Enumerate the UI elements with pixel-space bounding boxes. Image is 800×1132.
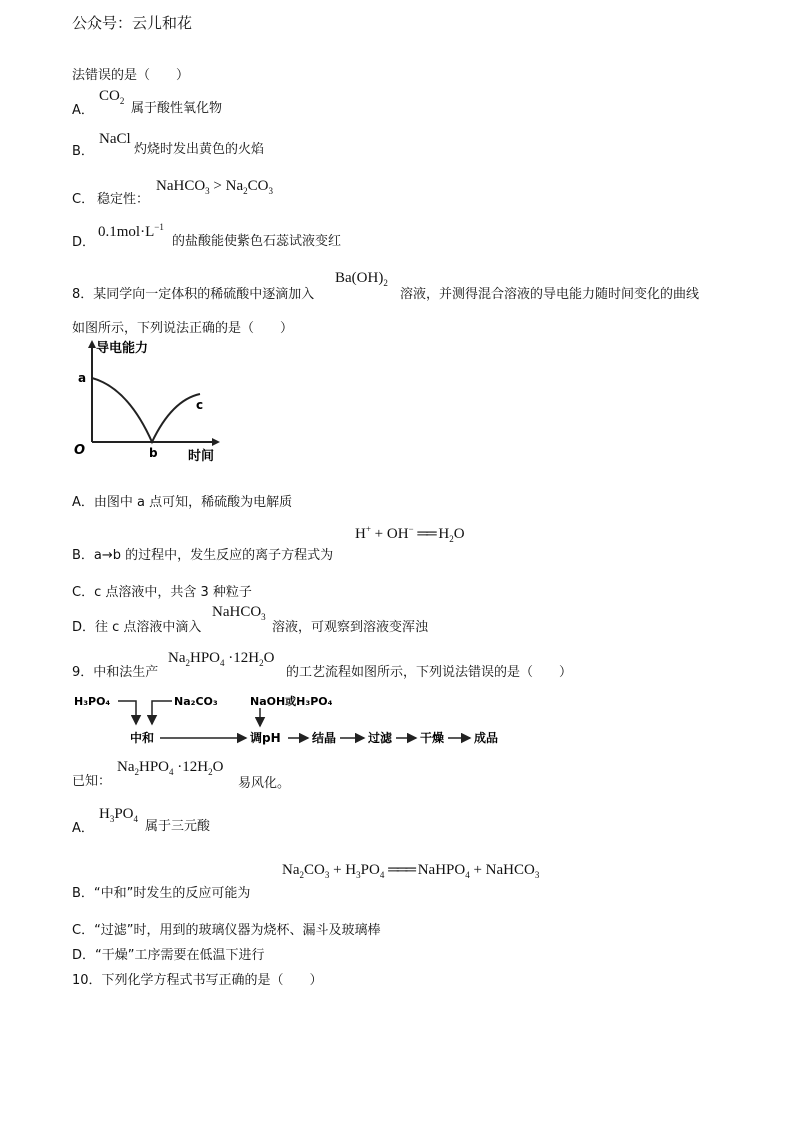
q7-option-d-formula: $0.1mol\cdot L^{-1}$ <box>98 222 164 240</box>
q9-reaction-equation: $Na_2CO_3 + H_3PO_4$ ═══ NaHPO$_4$ + NaHCO$_3$ <box>282 862 540 880</box>
q7-option-d-label: D． <box>72 235 96 250</box>
q9-option-a-formula: $H_3PO_4$ <box>99 806 139 824</box>
conductivity-chart <box>70 338 240 464</box>
q8-option-b: B．a→b 的过程中，发生反应的离子方程式为 <box>72 548 334 563</box>
q7-option-b-label: B． <box>72 144 94 159</box>
q7-option-a-label: A． <box>72 103 94 118</box>
q9-known-a: 已知： <box>72 774 112 789</box>
x-axis-label: 时间 <box>188 449 215 464</box>
q9-option-a-label: A． <box>72 821 94 836</box>
q7-option-b-text: 灼烧时发出黄色的火焰 <box>134 142 265 157</box>
q9-option-b: B．“中和”时发生的反应可能为 <box>72 886 251 901</box>
q9-option-c: C．“过滤”时，用到的玻璃仪器为烧杯、漏斗及玻璃棒 <box>72 923 381 938</box>
q8-option-a: A．由图中 a 点可知，稀硫酸为电解质 <box>72 495 293 510</box>
conductivity-curve <box>92 378 200 442</box>
flow-step-dry: 干燥 <box>420 731 445 745</box>
origin-label: O <box>74 443 86 458</box>
flow-arrow-h3po4 <box>118 701 136 724</box>
q8-stem-c: 如图所示，下列说法正确的是（ ） <box>72 321 294 336</box>
q8-stem-formula: $Ba(OH)_2$ <box>335 270 388 288</box>
q8-option-d-formula: NaHCO$_3$ <box>212 604 266 622</box>
point-label-b: b <box>149 446 158 460</box>
q7-option-b-formula: NaCl <box>99 131 131 147</box>
flow-step-neutralize: 中和 <box>130 731 155 745</box>
q8-stem-a: 8．某同学向一定体积的稀硫酸中逐滴加入 <box>72 287 315 302</box>
process-flow-diagram <box>74 690 514 748</box>
q7-option-a-text: 属于酸性氧化物 <box>131 101 223 116</box>
q9-stem-b: 的工艺流程如图所示，下列说法错误的是（ ） <box>286 665 573 680</box>
q8-stem-b: 溶液，并测得混合溶液的导电能力随时间变化的曲线 <box>400 287 700 302</box>
flow-step-filter: 过滤 <box>368 731 393 745</box>
q10-stem: 10．下列化学方程式书写正确的是（ ） <box>72 973 323 988</box>
q9-known-b: 易风化。 <box>238 776 291 791</box>
q9-known-formula: $Na_2HPO_4 \cdot 12H_2O$ <box>117 759 224 777</box>
x-axis-arrow <box>212 438 220 446</box>
q7-option-c-text: 稳定性： <box>97 192 150 207</box>
q8-option-c: C．c 点溶液中，共含 3 种粒子 <box>72 585 252 600</box>
q8-option-d-a: D．往 c 点溶液中滴入 <box>72 620 202 635</box>
y-axis-arrow <box>88 340 96 348</box>
q9-stem-formula: $Na_2HPO_4 \cdot 12H_2O$ <box>168 650 275 668</box>
header-text: 公众号：云儿和花 <box>72 14 193 32</box>
flow-arrow-na2co3 <box>152 701 172 724</box>
flow-input-na2co3: Na₂CO₃ <box>174 695 218 708</box>
q9-stem-a: 9．中和法生产 <box>72 665 159 680</box>
q9-option-a-text: 属于三元酸 <box>145 819 211 834</box>
q9-option-d: D．“干燥”工序需要在低温下进行 <box>72 948 265 963</box>
q7-option-d-text: 的盐酸能使紫色石蕊试液变红 <box>172 234 342 249</box>
q7-option-c-label: C． <box>72 192 95 207</box>
point-label-c: c <box>196 398 204 412</box>
flow-input-naoh: NaOH或H₃PO₄ <box>250 695 333 708</box>
flow-step-product: 成品 <box>474 731 499 745</box>
flow-step-adjust-ph: 调pH <box>250 731 281 745</box>
q7-option-c-formula: NaHCO$_3$ > $Na_2CO_3$ <box>156 178 273 196</box>
q7-stem: 法错误的是（ ） <box>72 68 190 83</box>
point-label-a: a <box>78 371 87 385</box>
q8-option-d-b: 溶液，可观察到溶液变浑浊 <box>272 620 429 635</box>
y-axis-label: 导电能力 <box>96 341 149 356</box>
q8-ionic-equation: H+ + OH− ══ $H_2O$ <box>355 524 465 544</box>
flow-input-h3po4: H₃PO₄ <box>74 695 111 708</box>
q7-option-a-formula: $CO_2$ <box>99 88 125 106</box>
flow-step-crystallize: 结晶 <box>312 731 337 745</box>
